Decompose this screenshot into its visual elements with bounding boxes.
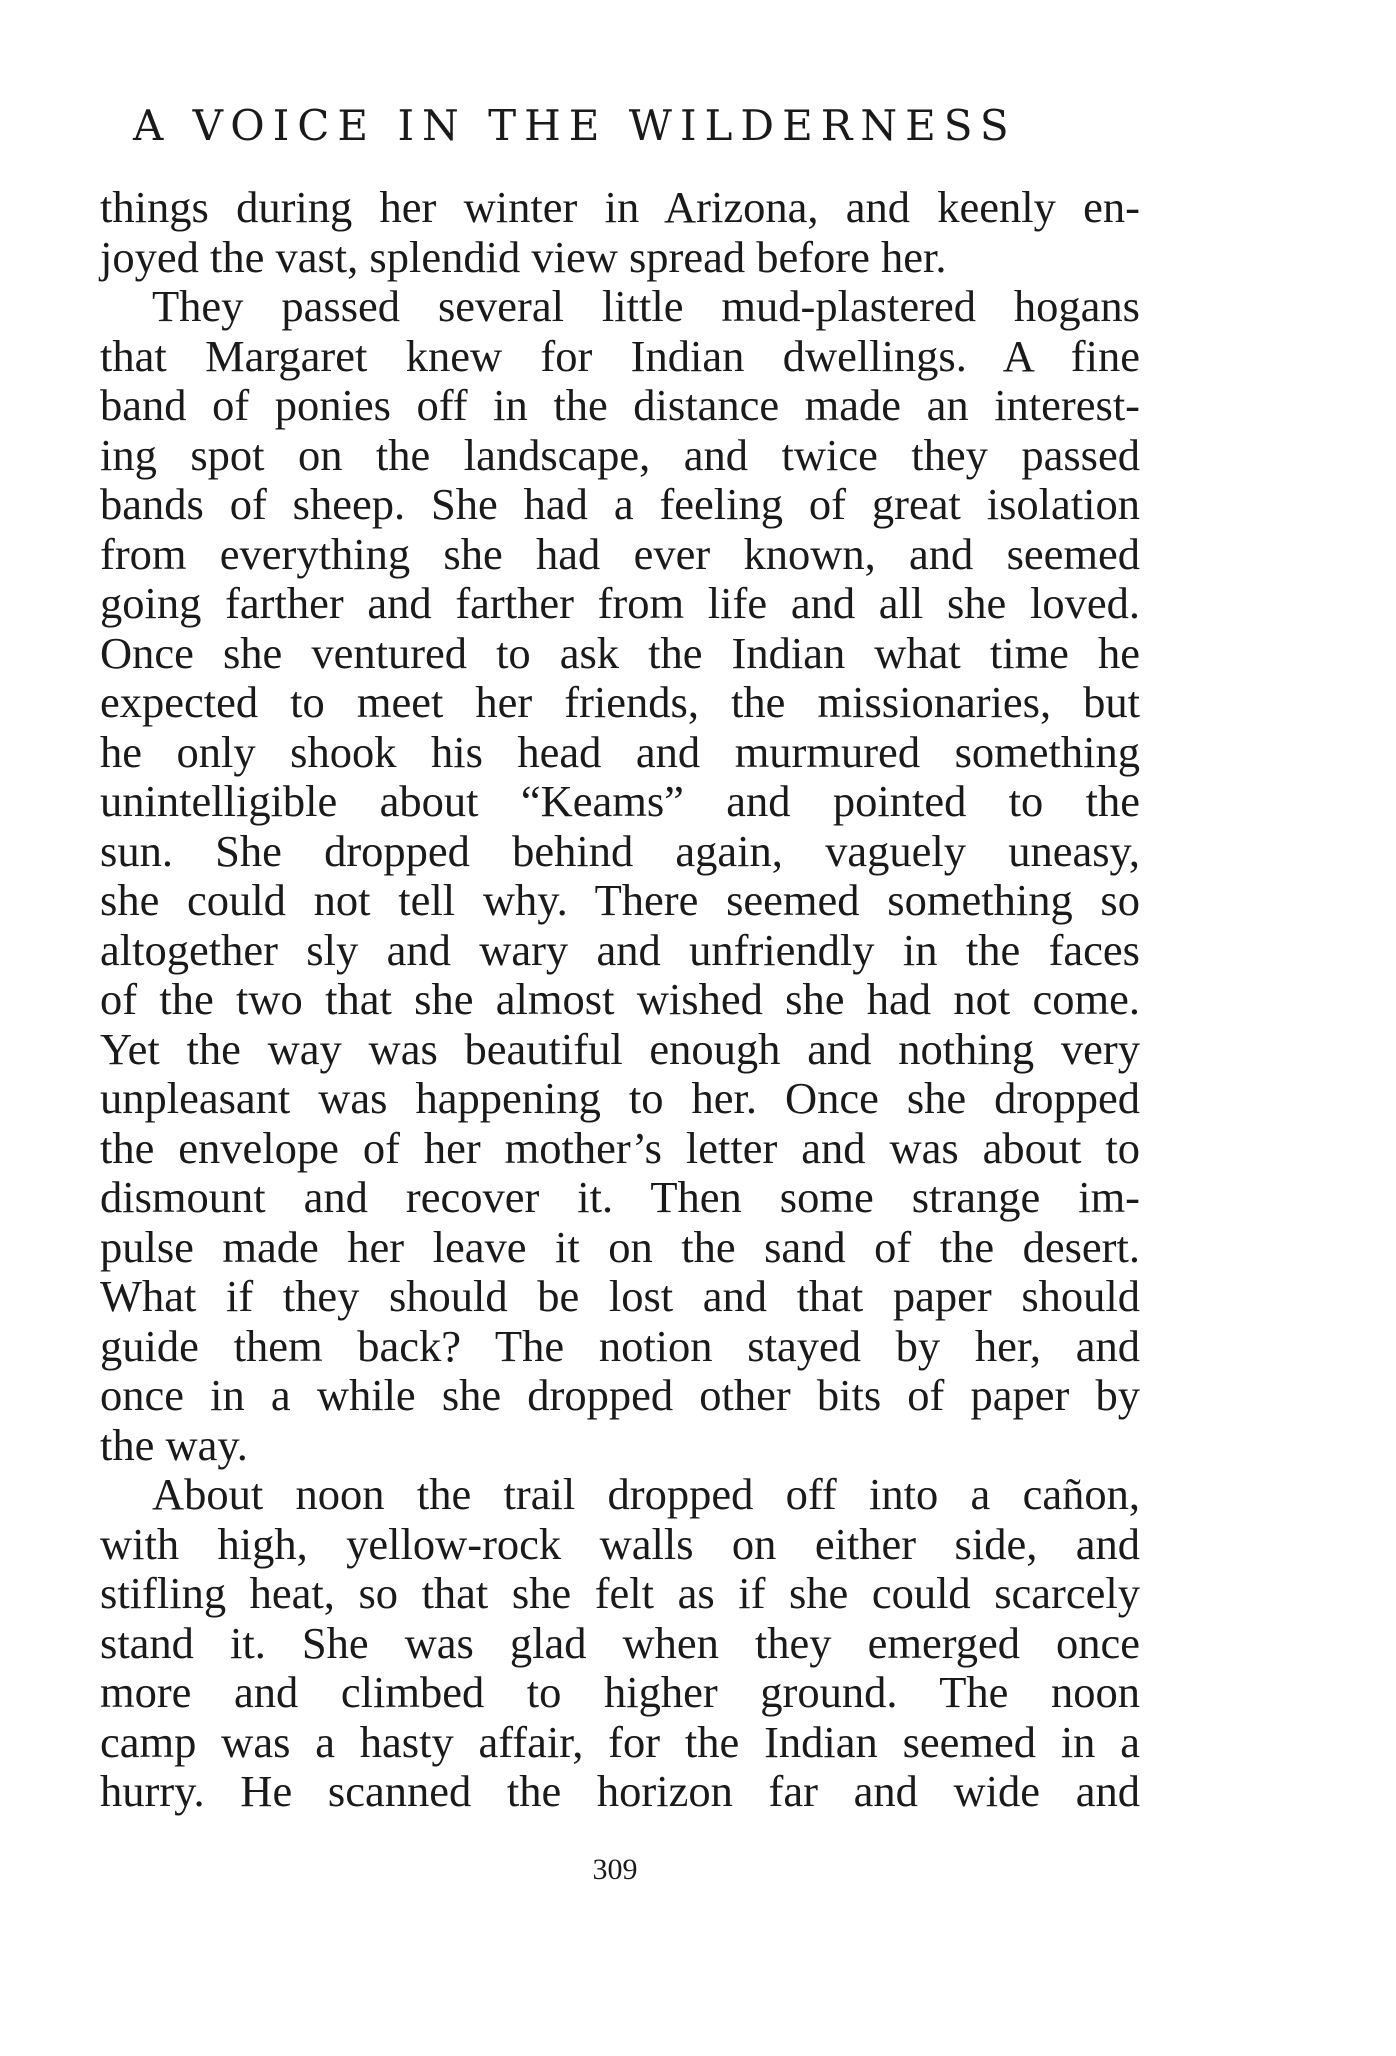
text-line: from everything she had ever known, and seemed xyxy=(100,528,1140,579)
text-line: unpleasant was happening to her. Once she dropped xyxy=(100,1073,1140,1123)
text-line: things during her winter in Arizona, and keenly en- xyxy=(100,182,1140,232)
running-head: A VOICE IN THE WILDERNESS xyxy=(133,101,1017,150)
text-line: she could not tell why. There seemed something so xyxy=(100,875,1140,925)
text-line: What if they should be lost and that paper should xyxy=(100,1271,1140,1321)
text-line: the way. xyxy=(100,1419,248,1470)
text-line: the envelope of her mother’s letter and was about to xyxy=(100,1122,1140,1173)
text-line: altogether sly and wary and unfriendly in the faces xyxy=(100,924,1140,975)
text-line: camp was a hasty affair, for the Indian seemed in a xyxy=(100,1716,1140,1767)
text-line: expected to meet her friends, the missionaries, but xyxy=(100,677,1140,727)
page-number: 309 xyxy=(592,1853,638,1886)
text-line: bands of sheep. She had a feeling of great isolation xyxy=(100,479,1140,529)
text-line: joyed the vast, splendid view spread before her. xyxy=(100,231,947,282)
text-line: of the two that she almost wished she had not come. xyxy=(100,974,1140,1024)
text-line: ing spot on the landscape, and twice they passed xyxy=(100,429,1140,480)
text-line: dismount and recover it. Then some strange im- xyxy=(100,1172,1140,1222)
text-line: once in a while she dropped other bits of paper by xyxy=(100,1370,1140,1420)
text-line: hurry. He scanned the horizon far and wide and xyxy=(100,1766,1140,1816)
text-line: more and climbed to higher ground. The noon xyxy=(100,1667,1140,1717)
text-line: he only shook his head and murmured something xyxy=(100,726,1140,777)
text-line: pulse made her leave it on the sand of the desert. xyxy=(100,1221,1140,1272)
text-line: Once she ventured to ask the Indian what time he xyxy=(100,627,1140,678)
text-line: unintelligible about “Keams” and pointed to the xyxy=(100,776,1140,826)
body-text xyxy=(100,183,1140,1817)
text-line: with high, yellow-rock walls on either side, and xyxy=(100,1518,1140,1569)
text-line: band of ponies off in the distance made an interest- xyxy=(100,380,1140,430)
text-line: sun. She dropped behind again, vaguely uneasy, xyxy=(100,825,1140,876)
text-line: stand it. She was glad when they emerged once xyxy=(100,1617,1140,1668)
text-line: guide them back? The notion stayed by her, and xyxy=(100,1320,1140,1371)
text-line: that Margaret knew for Indian dwellings. A fine xyxy=(100,330,1140,381)
text-line: About noon the trail dropped off into a cañon, xyxy=(152,1469,1140,1519)
text-line: stifling heat, so that she felt as if she could scarcely xyxy=(100,1568,1140,1618)
text-line: Yet the way was beautiful enough and nothing very xyxy=(100,1023,1140,1074)
text-line: They passed several little mud-plastered hogans xyxy=(152,281,1140,331)
text-line: going farther and farther from life and all she loved. xyxy=(100,578,1140,628)
